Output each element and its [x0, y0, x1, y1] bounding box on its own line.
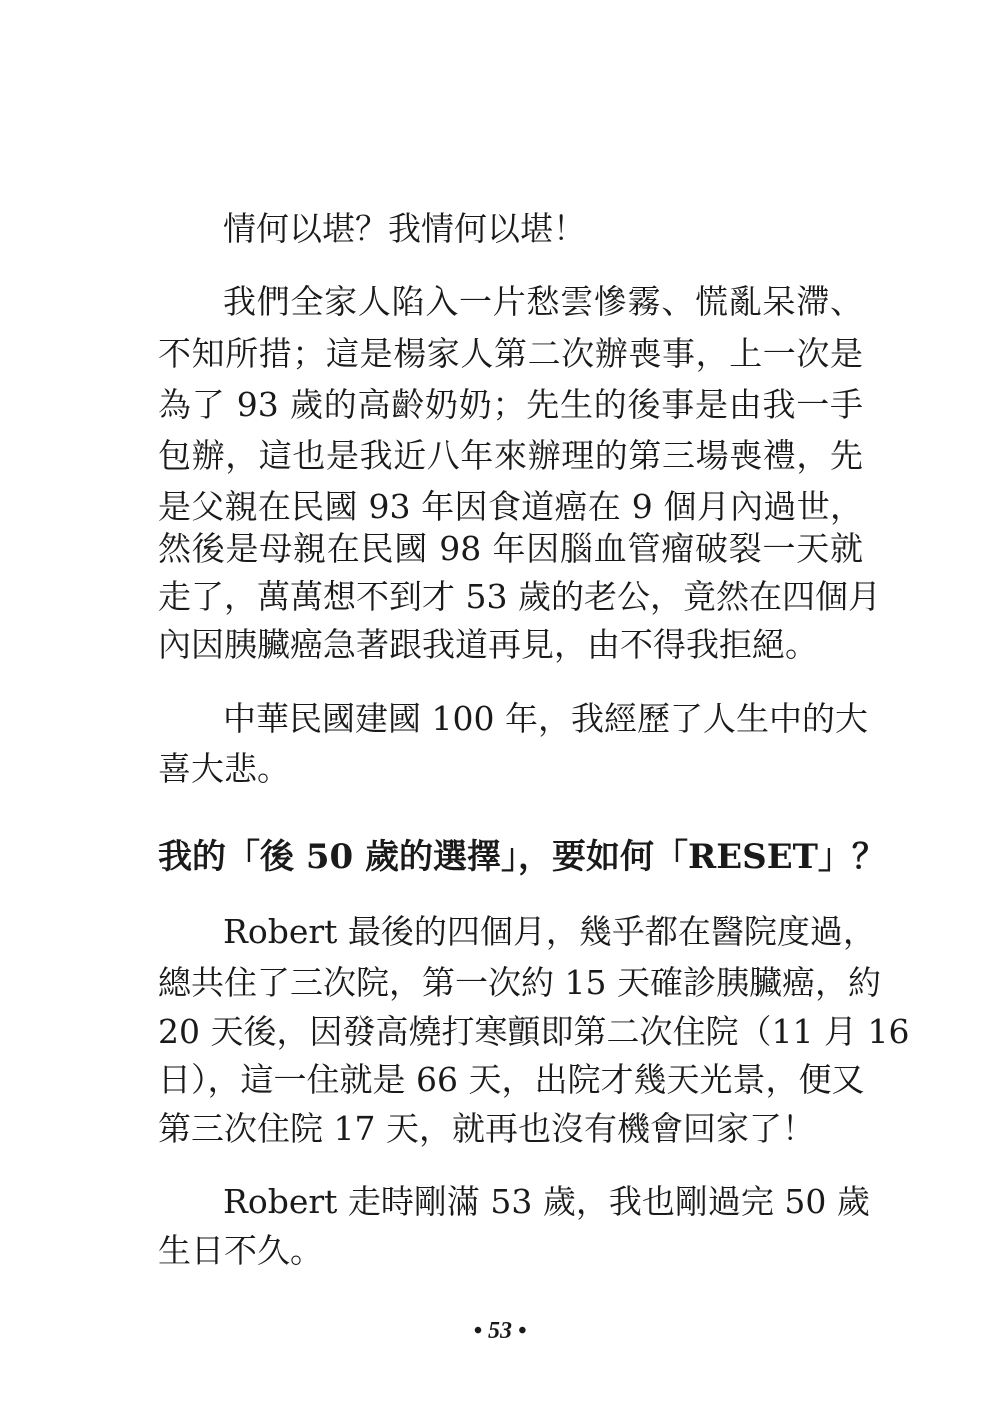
body-text-line: 包辦，這也是我近八年來辦理的第三場喪禮，先	[158, 436, 863, 475]
body-text-line: 不知所措；這是楊家人第二次辦喪事，上一次是	[158, 334, 863, 373]
body-text-line: 喜大悲。	[158, 749, 290, 788]
body-text-line: 為了 93 歲的高齡奶奶；先生的後事是由我一手	[158, 385, 863, 424]
body-text-line: 日），這一住就是 66 天，出院才幾天光景，便又	[158, 1060, 865, 1099]
body-text-line: 走了，萬萬想不到才 53 歲的老公，竟然在四個月	[158, 577, 881, 616]
body-text-line: 情何以堪？我情何以堪！	[223, 209, 586, 248]
body-text-line: Robert 走時剛滿 53 歲，我也剛過完 50 歲	[223, 1182, 870, 1221]
body-text-line: 生日不久。	[158, 1231, 323, 1270]
page-number: • 53 •	[473, 1318, 527, 1344]
body-text-line: 是父親在民國 93 年因食道癌在 9 個月內過世，	[158, 487, 863, 526]
body-text-line: 總共住了三次院，第一次約 15 天確診胰臟癌，約	[158, 963, 881, 1002]
section-heading: 我的「後 50 歲的選擇」，要如何「RESET」？	[158, 837, 886, 877]
body-text-line: 中華民國建國 100 年，我經歷了人生中的大	[223, 699, 868, 738]
body-text-line: 20 天後，因發高燒打寒顫即第二次住院（11 月 16	[158, 1012, 910, 1051]
body-text-line: 第三次住院 17 天，就再也沒有機會回家了！	[158, 1109, 815, 1148]
body-text-line: Robert 最後的四個月，幾乎都在醫院度過，	[223, 912, 876, 951]
body-text-line: 我們全家人陷入一片愁雲慘霧、慌亂呆滯、	[223, 282, 863, 321]
body-text-line: 然後是母親在民國 98 年因腦血管瘤破裂一天就	[158, 529, 863, 568]
body-text-line: 內因胰臟癌急著跟我道再見，由不得我拒絕。	[158, 625, 818, 664]
